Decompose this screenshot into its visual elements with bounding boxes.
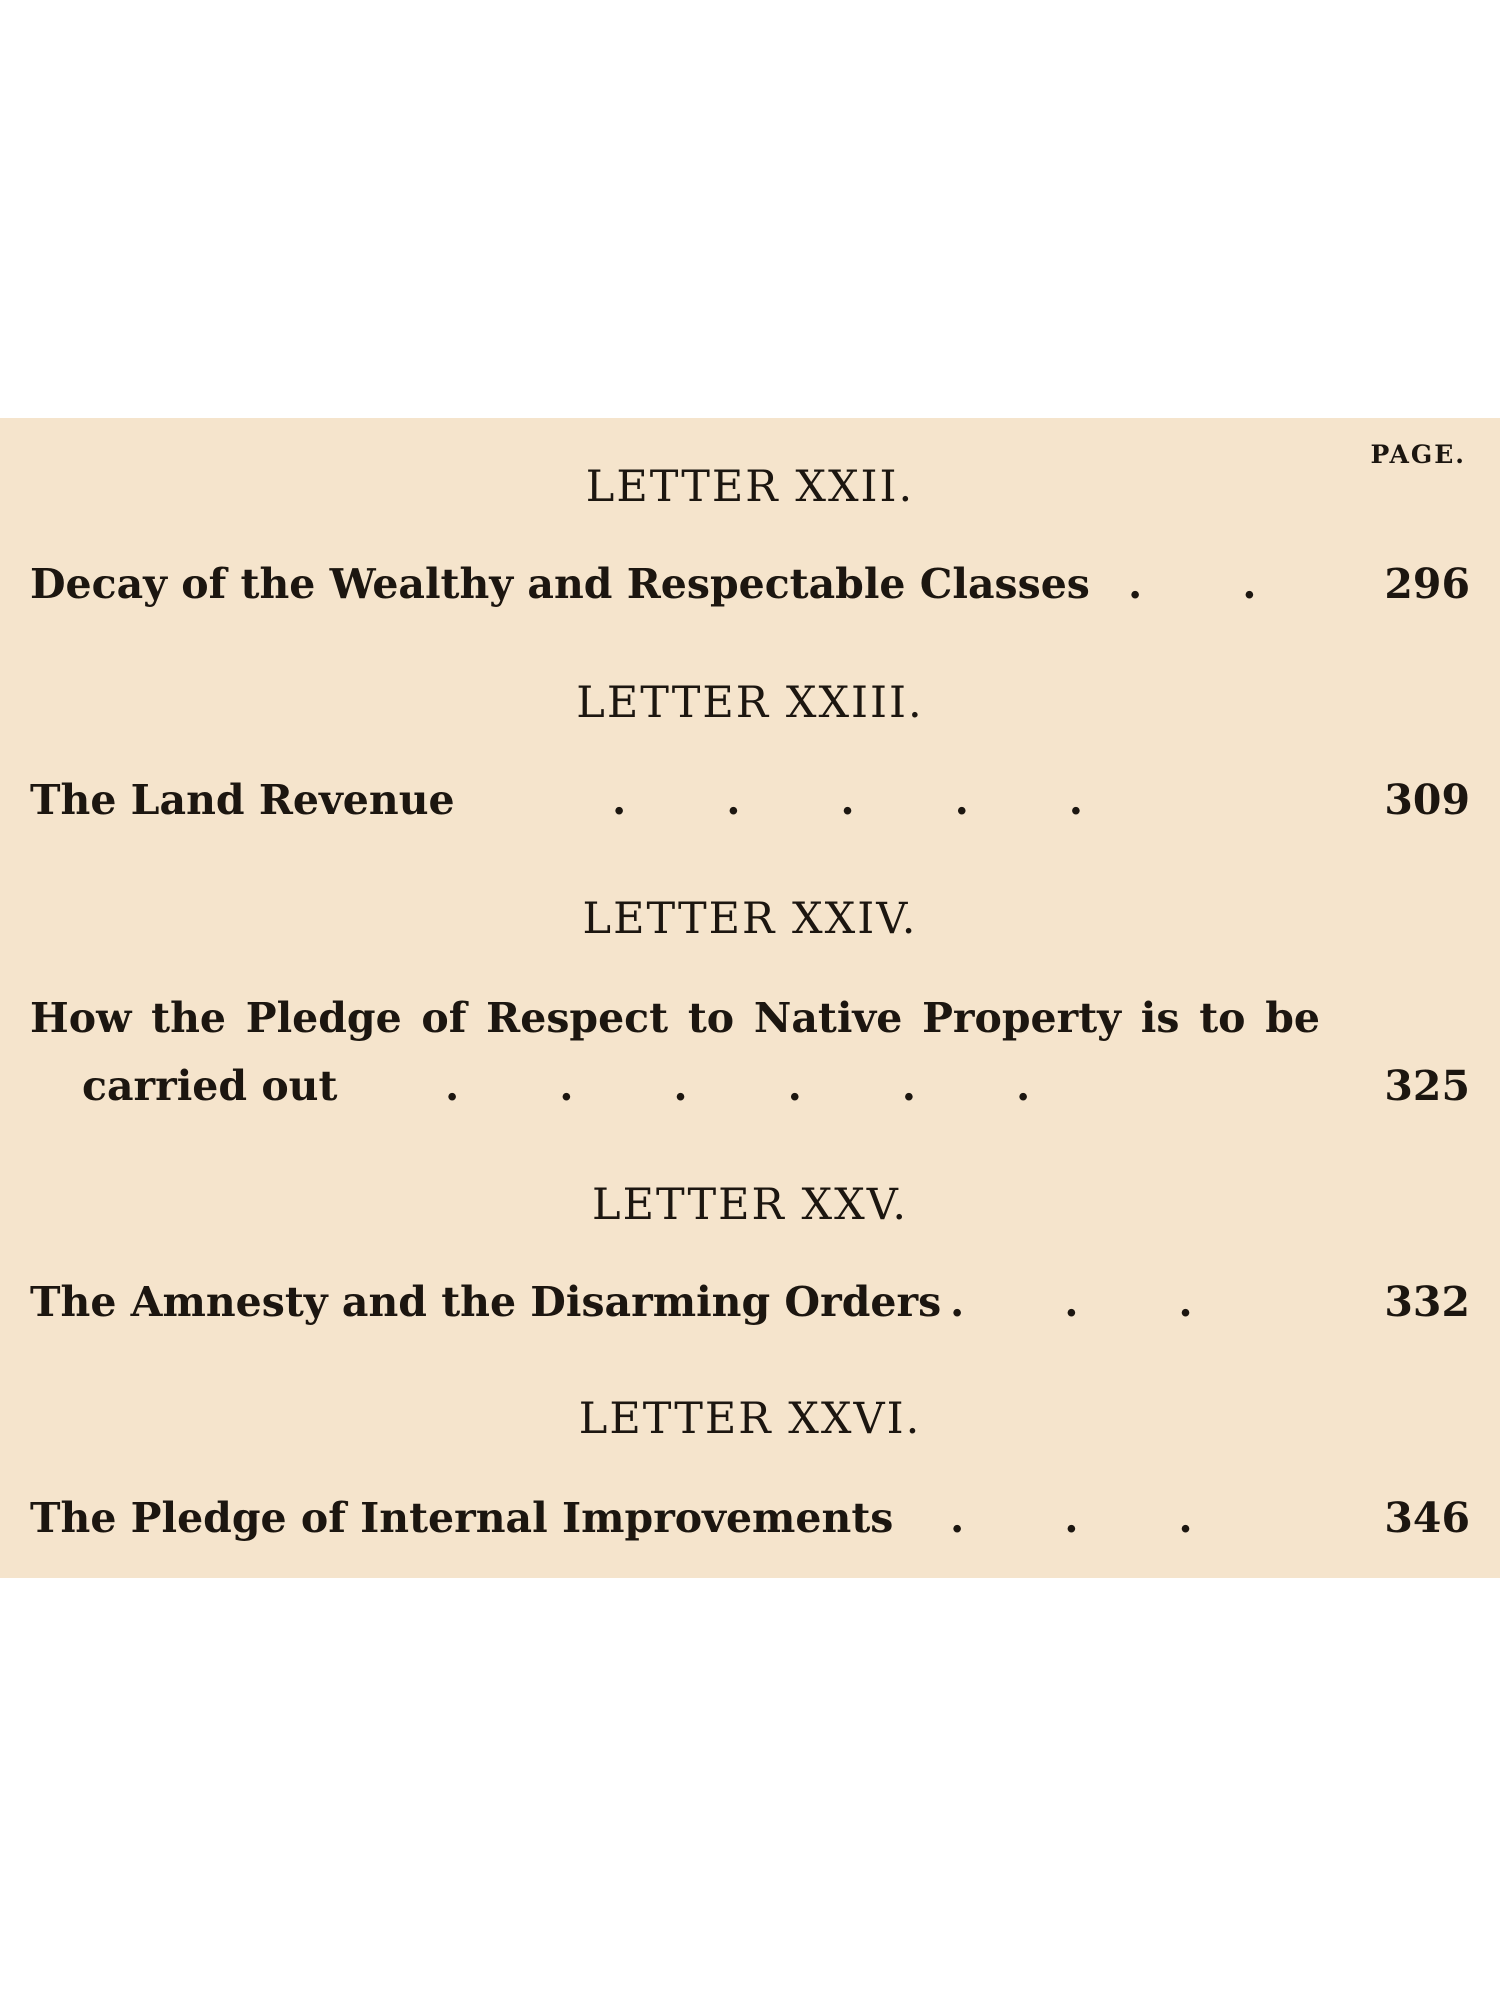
leader-dots: . . [1128,560,1257,608]
entry-title: The Amnesty and the Disarming Orders [30,1278,942,1326]
toc-entry [30,1484,1470,1552]
entry-title: The Pledge of Internal Improvements [30,1494,894,1542]
letter-heading: LETTER XXIV. [582,894,918,944]
page-number: 296 [1384,560,1470,608]
page-number: 325 [1384,1062,1470,1110]
page-number: 346 [1384,1494,1470,1542]
page-column-label: PAGE. [1370,440,1466,469]
entry-title-line-2: carried out [82,1062,338,1110]
leader-dots: . . . [950,1494,1193,1542]
toc-entry [30,766,1470,834]
page-number: 332 [1384,1278,1470,1326]
letter-heading: LETTER XXVI. [578,1394,922,1444]
leader-dots: . . . . . . [445,1062,1031,1110]
letter-heading: LETTER XXII. [585,462,915,512]
letter-heading: LETTER XXV. [592,1180,908,1230]
entry-title-line-1: How the Pledge of Respect to Native Property is to be [30,994,1320,1042]
book-page [0,418,1500,1578]
toc-entry [30,1268,1470,1336]
leader-dots: . . . . . [612,776,1084,824]
leader-dots: . . . [950,1278,1193,1326]
entry-title: Decay of the Wealthy and Respectable Classes [30,560,1090,608]
toc-entry [30,550,1470,618]
letter-heading: LETTER XXIII. [576,678,924,728]
entry-title: The Land Revenue [30,776,455,824]
toc-entry [30,984,1470,1120]
page-number: 309 [1384,776,1470,824]
